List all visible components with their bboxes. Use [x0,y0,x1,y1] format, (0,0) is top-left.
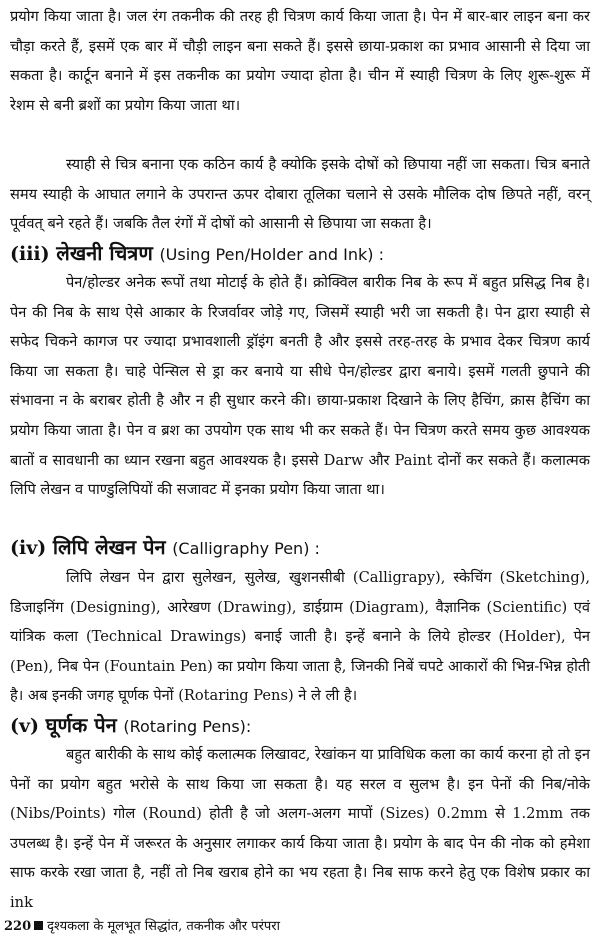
heading-title-hindi: लेखनी चित्रण [56,241,153,265]
book-title: दृश्यकला के मूलभूत सिद्धांत, तकनीक और परंपरा [47,919,280,934]
heading-title-english: (Calligraphy Pen) : [172,539,320,558]
heading-title-hindi: लिपि लेखन पेन [52,535,166,559]
heading-pen-drawing [10,240,384,268]
paragraph-rotaring: बहुत बारीकी के साथ कोई कलात्मक लिखावट, रेखांकन या प्राविधिक कला का कार्य करना हो तो इन पेनों का प्रयोग बहुत भरोसे के साथ किया जा सकता है। यह सरल व सुलभ है। इन पेनों की निब/नोके (Nibs/Points) गोल (Round) होती है जो अलग-अलग मापों (Sizes) 0.2mm से 1.2mm तक उपलब्ध है। इन्हें पेन में जरूरत के अनुसार लगाकर कार्य किया जाता है। प्रयोग के बाद पेन की नोक को हमेशा साफ करके रखा जाता है, नहीं तो निब खराब होने का भय रहता है। निब साफ करने हेतु एक विशेष प्रकार का ink [10,746,590,911]
heading-title-hindi: घूर्णक पेन [45,713,117,737]
heading-calligraphy-pen [10,534,320,562]
heading-number: (iv) [10,537,47,559]
paragraph-ink-difficulty: स्याही से चित्र बनाना एक कठिन कार्य है क्योकि इसके दोषों को छिपाया नहीं जा सकता। चित्र बनाते समय स्याही के आघात लगाने के उपरान्त ऊपर दोबारा तूलिका चलाने से उसके मौलिक दोष छिपते नहीं, वरन् पूर्ववत् बने रहते हैं। जबकि तैल रंगों में दोषों को आसानी से छिपाया जा सकता है। [10,156,590,233]
paragraph-calligraphy: लिपि लेखन पेन द्वारा सुलेखन, सुलेख, खुशनसीबी (Calligrapy), स्केचिंग (Sketching), डिजाइनिंग (Designing), आरेखण (Drawing), डाईग्राम (Diagram), वैज्ञानिक (Scientific) एवं यांत्रिक कला (Technical Drawings) बनाई जाती है। इन्हें बनाने के लिये होल्डर (Holder), पेन (Pen), निब पेन (Fountain Pen) का प्रयोग किया जाता है, जिनकी निबें चपटे आकारों की भिन्न-भिन्न होती है। अब इनकी जगह घूर्णक पेनों (Rotaring Pens) ने ले ली है। [10,569,590,705]
paragraph-pen-holder: पेन/होल्डर अनेक रूपों तथा मोटाई के होते हैं। क्रोक्विल बारीक निब के रूप में बहुत प्रसिद्ध निब है। पेन की निब के साथ ऐसे आकार के रिजर्वावर जोड़े गए, जिसमें स्याही भरी जा सकती है। पेन द्वारा स्याही से सफेद चिकने कागज पर ज्यादा प्रभावशाली ड्रॉइंग बनती है और इससे तरह-तरह के प्रभाव देकर चित्रण कार्य किया जा सकता है। चाहे पेन्सिल से ड्रा कर बनाये या सीधे पेन/होल्डर द्वारा बनाये। इसमें गलती छुपाने की संभावना न के बराबर होती है और न ही सुधार करने की। छाया-प्रकाश दिखाने के लिए हैचिंग, क्रास हैचिंग का प्रयोग किया जाता है। पेन व ब्रश का उपयोग एक साथ भी कर सकते हैं। पेन चित्रण करते समय कुछ आवश्यक बातों व सावधानी का ध्यान रखना बहुत आवश्यक है। इससे Darw और Paint दोनों कर सकते हैं। कलात्मक लिपि लेखन व पाण्डुलिपियों की सजावट में इनका प्रयोग किया जाता था। [10,274,590,499]
heading-title-english: (Using Pen/Holder and Ink) : [159,245,384,264]
heading-number: (v) [10,715,40,737]
page-number: 220 [4,919,32,934]
page-footer [4,917,280,937]
heading-rotaring-pens [10,712,251,740]
heading-number: (iii) [10,243,50,265]
paragraph-ink-technique: प्रयोग किया जाता है। जल रंग तकनीक की तरह ही चित्रण कार्य किया जाता है। पेन में बार-बार लाइन बना कर चौड़ा करते हैं, इसमें एक बार में चौड़ी लाइन बना सकते हैं। इससे छाया-प्रकाश का प्रभाव आसानी से दिया जा सकता है। कार्टून बनाने में इस तकनीक का प्रयोग ज्यादा होता है। चीन में स्याही चित्रण के लिए शुरू-शुरू में रेशम से बनी ब्रशों का प्रयोग किया जाता था। [10,8,590,114]
square-bullet-icon [34,921,43,930]
heading-title-english: (Rotaring Pens): [123,717,252,736]
